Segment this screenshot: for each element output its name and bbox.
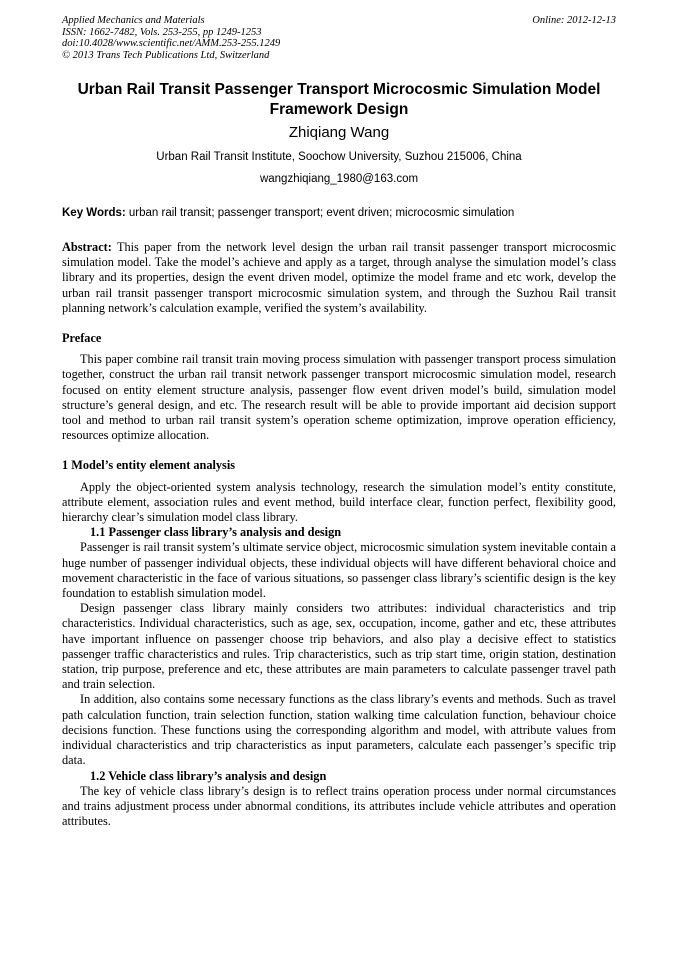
keywords (62, 206, 616, 221)
keywords-label: Key Words: (62, 207, 126, 219)
section1-heading: 1 Model’s entity element analysis (62, 458, 236, 473)
author-email: wangzhiqiang_1980@163.com (259, 173, 419, 185)
preface-paragraph: This paper combine rail transit train moving process simulation with passenger transport process simulation together, construct the urban rail transit network passenger transport microcosmic simulation model, research focused on entity element structure analysis, passenger flow event driven model’s build, simulation model structure’s general design, and etc. The research result will be able to provide important aid decision support tool and method to urban rail transit system’s operation scheme optimization, improve operation efficiency, resources optimize allocation. (62, 352, 616, 443)
journal-header (62, 15, 616, 61)
section1-1-paragraph-3: In addition, also contains some necessary functions as the class library’s events and methods. Such as travel path calculation function, train selection function, station walking time calculation function, behaviour choice decisions function. These functions using the corresponding algorithm and model, with attribute values from individual characteristics and trip characteristics as input parameters, calculate each passenger’s specific trip data. (62, 692, 616, 768)
keywords-text: urban rail transit; passenger transport; event driven; microcosmic simulation (128, 207, 515, 219)
author-name: Zhiqiang Wang (288, 124, 390, 141)
section1-intro-paragraph: Apply the object-oriented system analysis technology, research the simulation model’s entity constitute, attribute element, association rules and event method, build interface clear, function perfect, flexibility good, hierarchy clear’s simulation model class library. (62, 479, 616, 525)
doi-line: doi:10.4028/www.scientific.net/AMM.253-255.1249 (62, 38, 281, 49)
section1-2-paragraph-1: The key of vehicle class library’s design is to reflect trains operation process under normal circumstances and trains adjustment process under abnormal conditions, its attributes include vehicle attributes and operation attributes. (62, 783, 616, 829)
section1-2-heading: 1.2 Vehicle class library’s analysis and design (90, 768, 327, 783)
issn-line: ISSN: 1662-7482, Vols. 253-255, pp 1249-1253 (62, 26, 262, 38)
abstract-label: Abstract: (62, 240, 112, 254)
preface-heading: Preface (62, 331, 102, 346)
section1-1-heading: 1.1 Passenger class library’s analysis and design (90, 525, 342, 540)
section1-1-paragraph-2: Design passenger class library mainly considers two attributes: individual characteristics and trip characteristics. Individual characteristics, such as age, sex, occupation, income, gather and etc, these attributes have important influence on passenger choose trip behaviors, and also play a decisive effect to statistics passenger traffic characteristics and rules. Trip characteristics, such as trip start time, origin station, destination station, trip purpose, preference and etc, these attributes are main parameters to calculate passenger travel path and train selection. (62, 601, 616, 692)
section1-1-paragraph-1: Passenger is rail transit system’s ultimate service object, microcosmic simulation system inevitable contain a huge number of passenger individual objects, these individual objects will have different behavioral choice and movement characteristic in the face of various situations, so passenger class library’s scientific design is the key foundation to establish simulation model. (62, 540, 616, 601)
abstract-text: This paper from the network level design the urban rail transit passenger transport microcosmic simulation model. Take the model’s achieve and apply as a target, through analyse the simulation model’s class library and its properties, design the event driven model, optimize the model frame and etc work, develop the urban rail transit passenger transport microcosmic simulation system, and through the Suzhou Rail transit planning network’s calculation example, verified the system’s availability. (62, 240, 616, 315)
author-affiliation: Urban Rail Transit Institute, Soochow University, Suzhou 215006, China (156, 151, 522, 163)
paper-title: Urban Rail Transit Passenger Transport Microcosmic Simulation Model Framework Design (77, 81, 601, 118)
online-date: Online: 2012-12-13 (532, 15, 616, 26)
journal-name: Applied Mechanics and Materials (62, 15, 205, 26)
abstract-paragraph (62, 240, 616, 316)
copyright-line: © 2013 Trans Tech Publications Ltd, Switzerland (62, 49, 270, 61)
paper-body (62, 240, 616, 829)
